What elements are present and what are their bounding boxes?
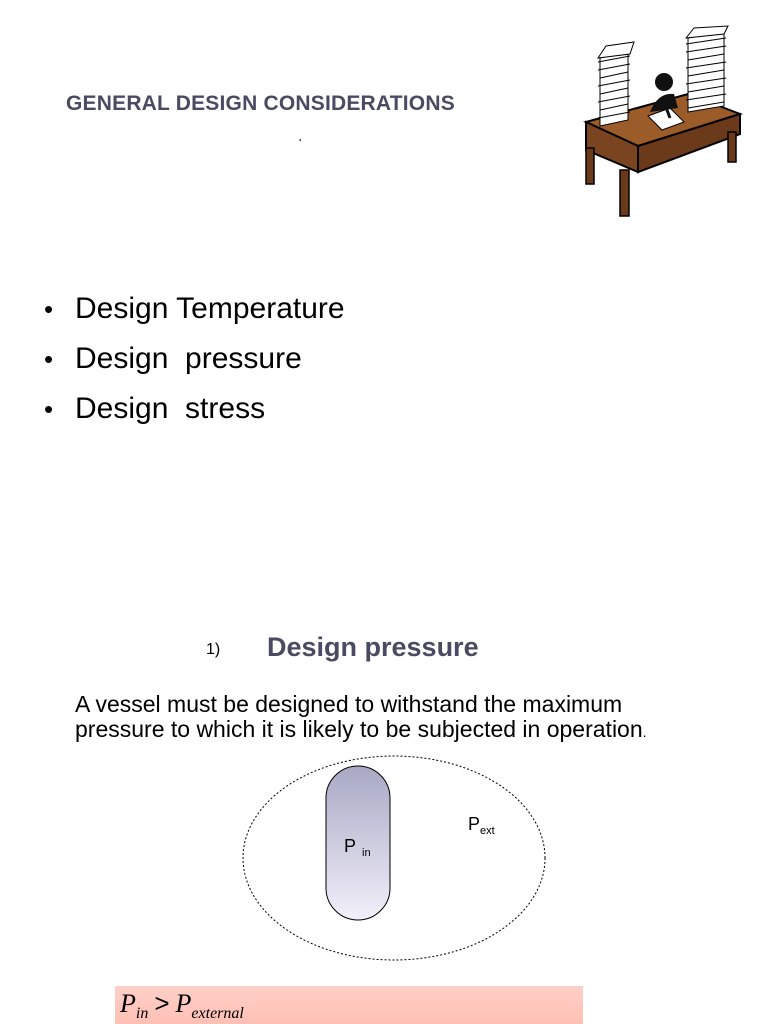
bullet-item [44,334,345,384]
equation-lhs: P [120,989,136,1018]
bullet-text: Design pressure [75,342,302,375]
external-pressure-label [468,814,495,837]
internal-pressure-subscript: in [362,847,371,859]
external-boundary [243,756,545,960]
equation-operator: > [154,988,170,1018]
paragraph-line [75,717,735,745]
paragraph-line-text: pressure to which it is likely to be subjected in operation [75,716,643,742]
internal-pressure-symbol: P [344,836,357,856]
pressure-vessel-diagram [240,752,548,964]
bullet-text: Design stress [75,392,266,425]
person-at-desk-with-paper-stacks-icon [578,22,746,222]
bullet-marker: • [44,344,54,374]
bullet-marker: • [44,294,54,324]
description-paragraph [75,692,735,745]
section-number: 1) [206,641,221,658]
equation-rhs: P [175,989,192,1018]
slide-title: GENERAL DESIGN CONSIDERATIONS [66,92,455,115]
section-title: Design pressure [267,632,479,662]
external-pressure-subscript: ext [480,825,495,837]
pressure-inequality [120,988,244,1023]
paragraph-line: A vessel must be designed to withstand the maximum [75,691,623,717]
title-dot: . [298,128,303,145]
equation-rhs-subscript: external [191,1005,244,1022]
equation-box [115,986,583,1024]
bullet-text: Design Temperature [75,292,345,325]
bullet-item [44,384,345,434]
paragraph-end-dot: . [642,724,647,740]
equation-lhs-subscript: in [135,1005,149,1022]
bullet-marker: • [44,394,54,424]
bullet-item [44,284,345,334]
external-pressure-symbol: P [468,814,481,834]
vessel-shape [326,766,390,920]
bullet-list [44,284,345,434]
